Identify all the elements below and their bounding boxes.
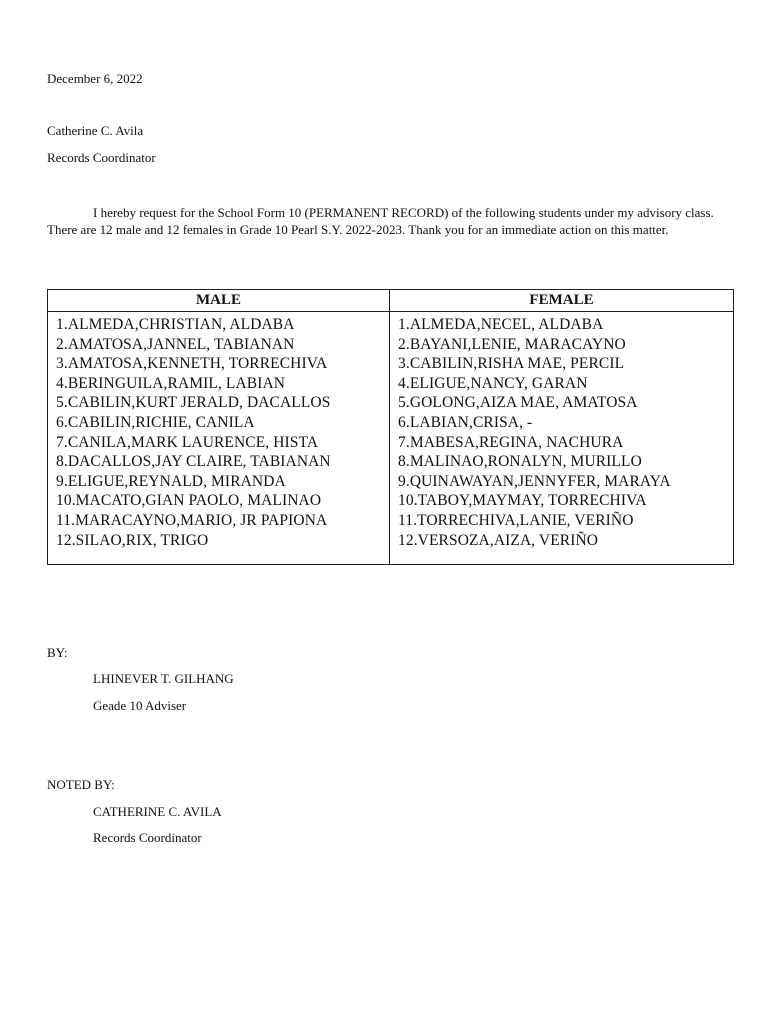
male-column-header: MALE [48, 290, 390, 312]
list-item: 4.ELIGUE,NANCY, GARAN [398, 374, 588, 392]
list-item: 6.CABILIN,RICHIE, CANILA [56, 413, 255, 431]
student-roster-table [47, 289, 734, 565]
list-item: 11.TORRECHIVA,LANIE, VERIÑO [398, 511, 634, 529]
list-item: 12.VERSOZA,AIZA, VERIÑO [398, 531, 599, 549]
list-item: 6.LABIAN,CRISA, - [398, 413, 533, 431]
list-item: 7.MABESA,REGINA, NACHURA [398, 433, 624, 451]
recipient-title: Records Coordinator [47, 150, 156, 165]
list-item: 1.ALMEDA,NECEL, ALDABA [398, 316, 604, 333]
adviser-name: LHINEVER T. GILHANG [93, 671, 234, 686]
noted-by-label: NOTED BY: [47, 777, 115, 792]
list-item: 2.BAYANI,LENIE, MARACAYNO [398, 335, 626, 353]
female-students-cell [390, 312, 734, 565]
adviser-title: Geade 10 Adviser [93, 698, 187, 713]
request-paragraph: I hereby request for the School Form 10 (PERMANENT RECORD) of the following students under my advisory class. There are 12 male and 12 females in Grade 10 Pearl S.Y. 2022-2023. Thank you for an immediate action on this matter. [47, 205, 714, 237]
letter-date: December 6, 2022 [47, 71, 143, 86]
list-item: 9.ELIGUE,REYNALD, MIRANDA [56, 472, 286, 490]
list-item: 7.CANILA,MARK LAURENCE, HISTA [56, 433, 319, 451]
male-student-list [56, 315, 383, 550]
list-item: 12.SILAO,RIX, TRIGO [56, 531, 209, 549]
list-item: 3.AMATOSA,KENNETH, TORRECHIVA [56, 355, 328, 373]
list-item: 5.CABILIN,KURT JERALD, DACALLOS [56, 394, 331, 412]
coordinator-title: Records Coordinator [93, 830, 202, 845]
list-item: 11.MARACAYNO,MARIO, JR PAPIONA [56, 511, 328, 529]
list-item: 3.CABILIN,RISHA MAE, PERCIL [398, 355, 625, 373]
female-student-list [398, 315, 727, 550]
list-item: 10.MACATO,GIAN PAOLO, MALINAO [56, 492, 322, 510]
female-column-header: FEMALE [390, 290, 734, 312]
list-item: 4.BERINGUILA,RAMIL, LABIAN [56, 374, 286, 392]
list-item: 5.GOLONG,AIZA MAE, AMATOSA [398, 394, 638, 412]
list-item: 8.DACALLOS,JAY CLAIRE, TABIANAN [56, 453, 331, 471]
table-row [48, 312, 734, 565]
list-item: 9.QUINAWAYAN,JENNYFER, MARAYA [398, 472, 671, 490]
table-header-row [48, 290, 734, 312]
coordinator-name: CATHERINE C. AVILA [93, 804, 222, 819]
list-item: 8.MALINAO,RONALYN, MURILLO [398, 453, 642, 471]
recipient-name: Catherine C. Avila [47, 123, 144, 138]
list-item: 1.ALMEDA,CHRISTIAN, ALDABA [56, 316, 295, 333]
list-item: 2.AMATOSA,JANNEL, TABIANAN [56, 335, 295, 353]
list-item: 10.TABOY,MAYMAY, TORRECHIVA [398, 492, 647, 510]
by-label: BY: [47, 645, 68, 660]
male-students-cell [48, 312, 390, 565]
